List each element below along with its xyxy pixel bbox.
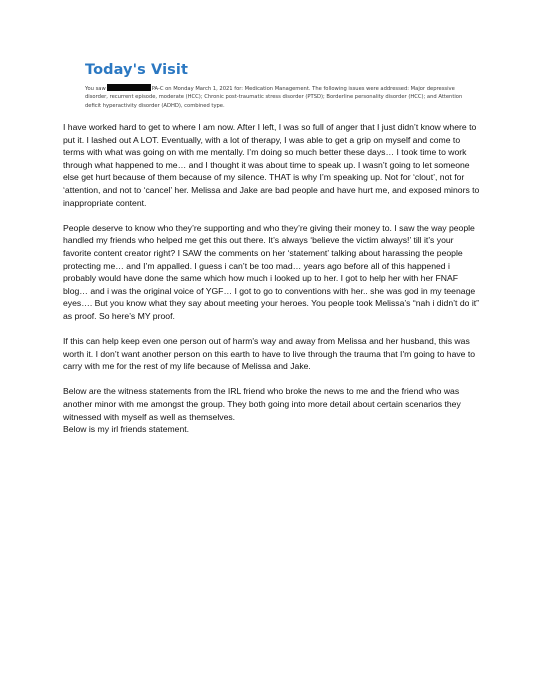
visit-line-prefix: You saw — [85, 86, 106, 92]
paragraph-1: I have worked hard to get to where I am now. After I left, I was so full of anger that I just didn’t know where to put it. I lashed out A LOT. Eventually, with a lot of therapy, I was able to get a grip on myself and come to terms with what was going on with me mentally. I’m doing so much better these days… I took time to work through what happened to me… and I thought it was about time to speak up. I wasn’t going to let someone else get hurt because of them because of my silence. THAT is why I’m speaking up. Not for ‘clout’, not for ‘attention, and not to ‘cancel’ her. Melissa and Jake are bad people and have hurt me, and exposed minors to inappropriate content. — [63, 122, 480, 208]
visit-line-suffix: PA-C on Monday March 1, 2021 for: Medication Management. The following issues were addressed: Major depressive disorder, recurrent episode, moderate (HCC); Chronic post-traumatic stress disorder (PTSD); Borderline personality disorder (HCC); and Attention deficit hyperactivity disorder (ADHD), combined type. — [85, 86, 463, 109]
paragraph-3: If this can help keep even one person out of harm's way and away from Melissa and her husband, this was worth it. I don’t want another person on this earth to have to live through the trauma that I'm going to have to carry with me for the rest of my life because of Melissa and Jake. — [63, 336, 476, 372]
visit-summary-card — [85, 62, 475, 110]
redaction-bar — [107, 84, 151, 91]
paragraph-5: Below is my irl friends statement. — [63, 424, 190, 435]
statement-body — [63, 121, 483, 436]
paragraph-4: Below are the witness statements from the IRL friend who broke the news to me and the friend who was another minor with me amongst the group. They both going into more detail about certain scenarios they witnessed with myself as well as themselves. — [63, 386, 461, 422]
visit-title: Today's Visit — [85, 62, 188, 78]
visit-summary-text — [85, 84, 475, 110]
paragraph-2: People deserve to know who they’re supporting and who they’re giving their money to. I saw the way people handled my friends who helped me get this out there. It’s always ‘believe the victim always!’ till it’s your favorite content creator right? I SAW the comments on her ‘statement’ talking about harassing the people protecting me… and I’m appalled. I guess i can’t be too mad… years ago before all of this happened i probably would have done the same which how much i looked up to her. I got to help her with her FNAF blog… and i was the original voice of YGF… I got to go to conventions with her.. she was god in my teenage eyes…. But you know what they say about meeting your heroes. You people took Melissa’s “nah i didn’t do it” as proof. So here’s MY proof. — [63, 222, 479, 321]
